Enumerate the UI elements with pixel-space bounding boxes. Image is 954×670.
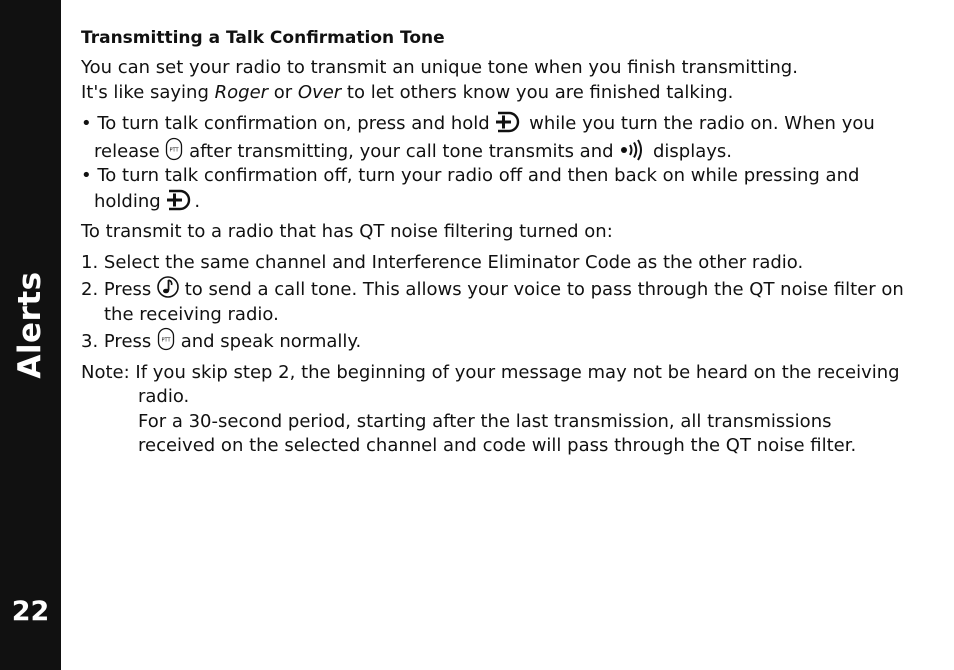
bullet1-post: displays. [647,140,733,162]
bullet-list [81,111,911,214]
step-list [81,251,911,355]
intro-line1: You can set your radio to transmit an unique tone when you finish transmitting. [81,57,798,78]
bullet1-mid2: after transmitting, your call tone transmits and [183,140,620,162]
note-text2: For a 30-second period, starting after the last transmission, all transmissions received on the selected channel and code will pass through the QT noise filter. [138,410,857,456]
step-item: 1. Select the same channel and Interference Eliminator Code as the other radio. [81,251,804,273]
intro-line2-pre: It's like saying [81,81,215,103]
note [81,361,911,459]
section-title: Alerts [12,271,48,379]
step3-pre: 3. Press [81,331,157,352]
step2-pre: 2. Press [81,279,157,300]
bullet2-post: . [194,190,201,212]
bullet-item: • To turn talk confirmation on, press and hold while you turn the radio on. When you release PTT after transmitting, your call tone transmits and displays. [81,113,875,162]
menu-plus-icon [495,111,523,133]
intro-over: Over [297,81,342,103]
note-label: Note: [81,361,136,383]
note-text1: If you skip step 2, the beginning of your message may not be heard on the receiving radio. [135,361,900,407]
note-first [81,361,911,410]
step2-post: to send a call tone. This allows your voice to pass through the QT noise filter on the receiving radio. [104,279,904,325]
talk-confirm-icon [619,139,647,161]
bullet1-mid: while you turn the radio on. When you release [94,113,875,162]
page-number: 22 [11,596,50,627]
bullet2-pre: To turn talk confirmation off, turn your radio off and then back on while pressing and holding [94,165,860,212]
ptt-button-icon [165,137,183,161]
intro-paragraph [81,56,911,105]
menu-plus-icon [166,189,194,211]
page-content [81,26,911,459]
sidebar [0,0,61,670]
intro-roger: Roger [214,81,269,103]
svg-text:PTT: PTT [161,337,171,344]
intro-line2-post: to let others know you are finished talking. [341,81,734,103]
step-item [81,275,911,327]
bullet1-pre: To turn talk confirmation on, press and hold [97,113,496,134]
call-tone-icon [157,275,179,299]
step-item [81,327,911,355]
ptt-button-icon [157,327,175,351]
step3-post: and speak normally. [175,331,362,352]
page-heading: Transmitting a Talk Confirmation Tone [81,28,445,48]
svg-text:PTT: PTT [169,147,179,153]
bullet-item: • To turn talk confirmation off, turn your radio off and then back on while pressing and holding . [81,165,860,212]
qt-intro: To transmit to a radio that has QT noise filtering turned on: [81,221,613,242]
intro-or: or [268,81,298,103]
